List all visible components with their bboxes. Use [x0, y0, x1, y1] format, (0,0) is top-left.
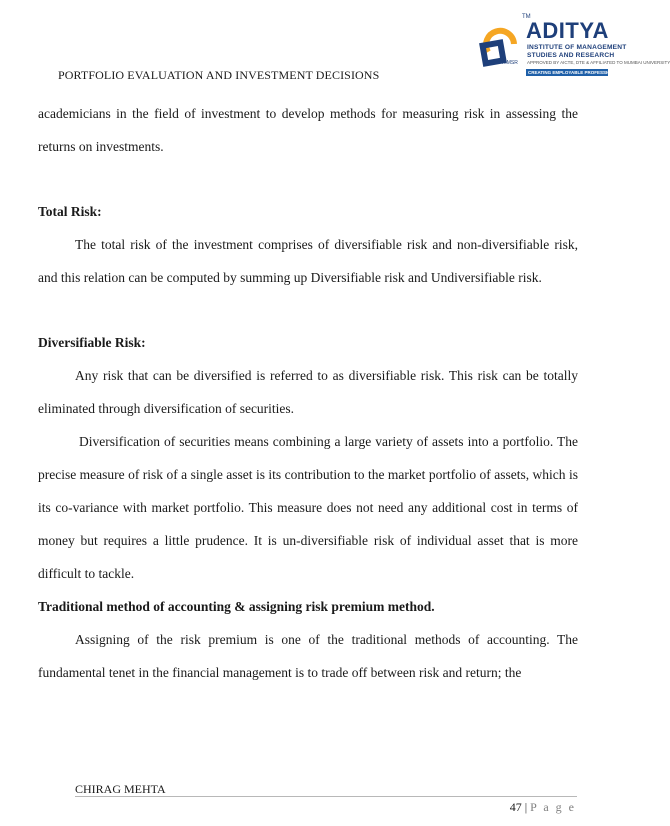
paragraph-total-risk: The total risk of the investment comprises of diversifiable risk and non-diversifiable risk, and this relation can be computed by summing up Diversifiable risk and Undiversifiable risk.	[38, 237, 578, 285]
institute-logo	[478, 14, 670, 80]
logo-aimsr: AIMSR	[502, 60, 518, 66]
heading-diversifiable-risk: Diversifiable Risk:	[38, 335, 146, 350]
page-label: P a g e	[530, 800, 576, 814]
paragraph-risk-premium: Assigning of the risk premium is one of the traditional methods of accounting. The fundamental tenet in the financial management is to trade off between risk and return; the	[38, 632, 578, 680]
page-separator: |	[524, 800, 528, 814]
footer-divider	[75, 796, 577, 797]
logo-line-2: STUDIES AND RESEARCH	[527, 52, 615, 59]
paragraph-diversification: Diversification of securities means combining a large variety of assets into a portfolio. The precise measure of risk of a single asset is its contribution to the market portfolio of assets, which is its co-variance with market portfolio. This measure does not need any additional cost in terms of money but requires a little prudence. It is un-diversifiable risk of individual asset that is more difficult to tackle.	[38, 434, 578, 581]
page-header-title: PORTFOLIO EVALUATION AND INVESTMENT DECISIONS	[58, 68, 380, 82]
heading-total-risk: Total Risk:	[38, 204, 102, 219]
logo-name: ADITYA	[526, 18, 609, 43]
logo-line-1: INSTITUTE OF MANAGEMENT	[527, 44, 627, 51]
page-body	[38, 97, 578, 689]
heading-traditional-method: Traditional method of accounting & assigning risk premium method.	[38, 599, 435, 614]
paragraph-diversifiable-risk: Any risk that can be diversified is referred to as diversifiable risk. This risk can be totally eliminated through diversification of securities.	[38, 368, 578, 416]
page-number: 47	[509, 800, 522, 814]
paragraph-intro: academicians in the field of investment to develop methods for measuring risk in assessing the returns on investments.	[38, 106, 578, 154]
footer-author: CHIRAG MEHTA	[75, 782, 166, 796]
footer-page-number	[510, 800, 576, 815]
logo-tagline: CREATING EMPLOYABLE PROFESSIONALS	[528, 69, 624, 75]
logo-trademark: TM	[522, 14, 531, 20]
logo-approval: APPROVED BY AICTE, DTE & AFFILIATED TO MUMBAI UNIVERSITY	[527, 60, 670, 65]
